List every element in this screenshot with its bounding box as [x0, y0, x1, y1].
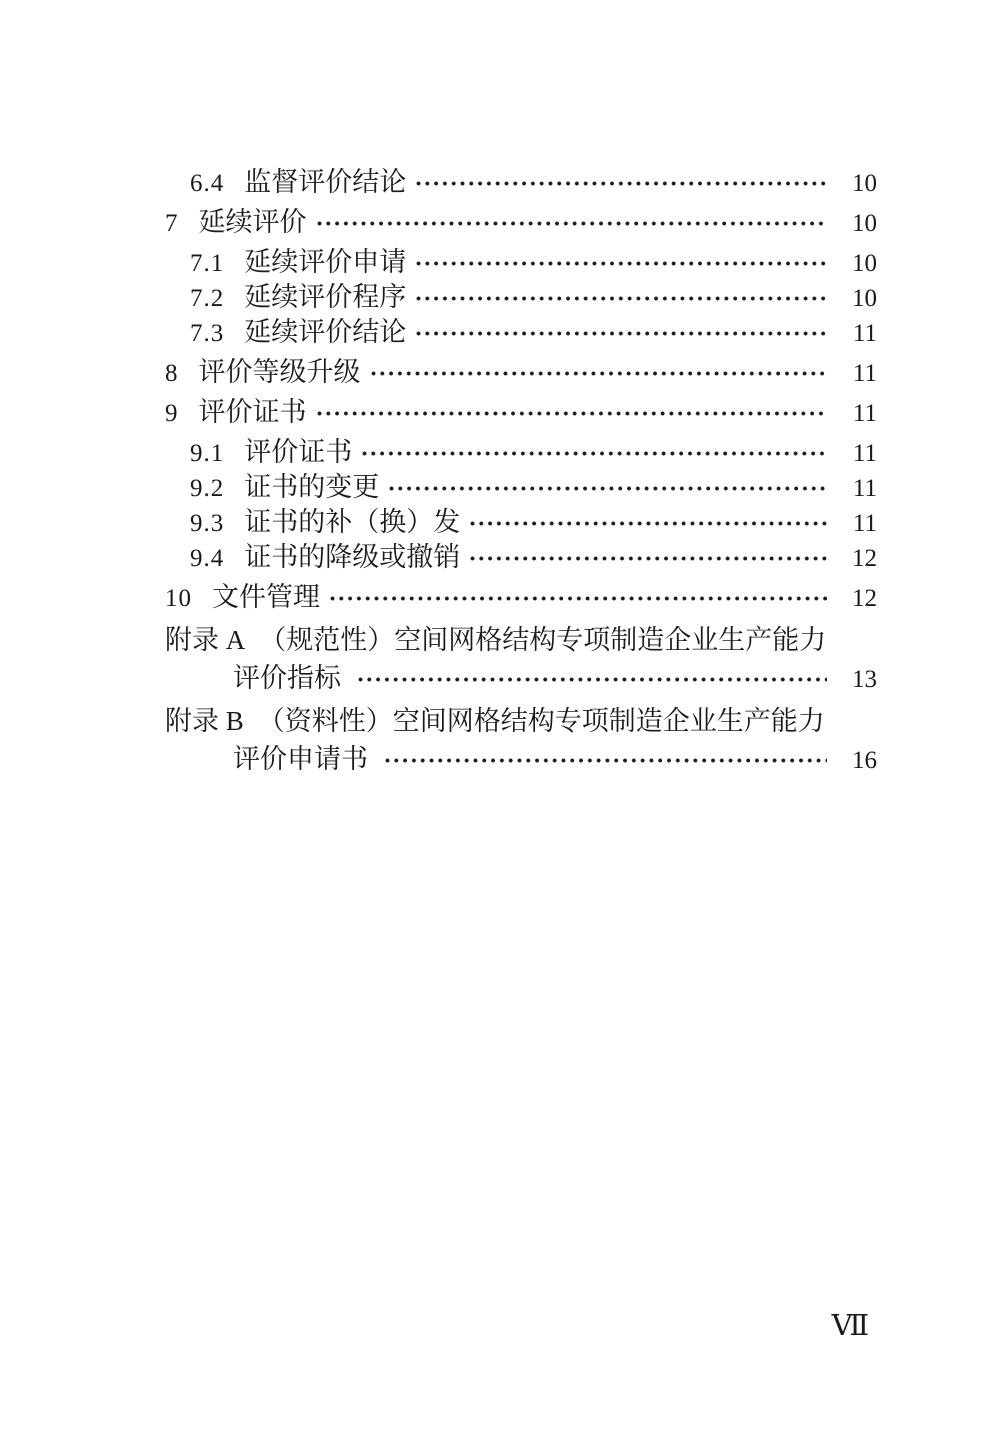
toc-entry-row — [165, 508, 877, 538]
entry-title-line2: 评价申请书 — [233, 744, 368, 774]
toc-entry — [165, 473, 877, 503]
toc-entry-row — [165, 707, 877, 735]
entry-title: 延续评价结论 — [244, 317, 407, 347]
entry-title-line2: 评价指标 — [233, 663, 341, 693]
entry-page: 11 — [852, 400, 877, 427]
entry-title: 文件管理 — [212, 582, 320, 612]
dot-leader — [384, 757, 827, 764]
dot-leader — [316, 410, 828, 417]
dot-leader — [361, 450, 827, 457]
entry-page: 10 — [852, 285, 877, 312]
entry-page: 11 — [852, 440, 877, 467]
entry-number: 附录 A — [165, 625, 246, 655]
entry-number: 7.3 — [190, 320, 225, 347]
toc-entry — [165, 208, 877, 238]
dot-leader — [370, 370, 828, 377]
toc-entry-row — [165, 318, 877, 348]
entry-number: 6.4 — [190, 170, 225, 197]
toc-entry-row — [165, 583, 877, 613]
entry-page: 11 — [852, 510, 877, 537]
entry-number: 9.3 — [190, 510, 225, 537]
footer-page-number: Ⅶ — [831, 1310, 869, 1342]
toc-entry-row — [165, 398, 877, 428]
entry-title: （资料性）空间网格结构专项制造企业生产能力 — [257, 706, 825, 736]
dot-leader — [469, 555, 827, 562]
entry-number: 10 — [165, 585, 192, 612]
entry-page: 12 — [852, 545, 877, 572]
toc-entry — [165, 707, 877, 775]
entry-number: 7.2 — [190, 285, 225, 312]
entry-number: 9.1 — [190, 440, 225, 467]
dot-leader — [316, 220, 828, 227]
entry-page: 16 — [852, 747, 877, 774]
entry-title: 证书的变更 — [244, 472, 380, 502]
toc-entry-row-continued — [165, 664, 877, 694]
entry-title: 延续评价程序 — [244, 282, 407, 312]
dot-leader — [415, 295, 827, 302]
table-of-contents — [165, 163, 877, 788]
entry-page: 11 — [852, 320, 877, 347]
entry-title: 延续评价申请 — [244, 247, 407, 277]
entry-number: 7.1 — [190, 250, 225, 277]
entry-title: 评价证书 — [198, 397, 307, 427]
toc-entry — [165, 168, 877, 198]
entry-page: 10 — [852, 210, 877, 237]
toc-entry — [165, 543, 877, 573]
entry-page: 10 — [852, 250, 877, 277]
toc-entry-row — [165, 473, 877, 503]
toc-entry — [165, 398, 877, 428]
page-footer — [832, 1311, 869, 1341]
dot-leader — [357, 676, 827, 683]
entry-page: 12 — [852, 585, 877, 612]
entry-page: 10 — [852, 170, 877, 197]
toc-entry-row — [165, 626, 877, 654]
dot-leader — [415, 260, 827, 267]
toc-entry-row — [165, 438, 877, 468]
toc-entry — [165, 318, 877, 348]
entry-number: 9.4 — [190, 545, 225, 572]
entry-page: 11 — [852, 475, 877, 502]
entry-page: 13 — [852, 666, 877, 693]
toc-entry — [165, 283, 877, 313]
toc-entry — [165, 626, 877, 694]
entry-title: 证书的降级或撤销 — [244, 542, 461, 572]
entry-number: 附录 B — [165, 706, 244, 736]
entry-number: 9.2 — [190, 475, 225, 502]
toc-entry — [165, 583, 877, 613]
toc-entry-row — [165, 248, 877, 278]
dot-leader — [415, 330, 827, 337]
entry-title: 评价证书 — [244, 437, 353, 467]
entry-number: 8 — [165, 360, 179, 387]
entry-title: （规范性）空间网格结构专项制造企业生产能力 — [259, 625, 827, 655]
entry-title: 延续评价 — [198, 207, 307, 237]
entry-page: 11 — [852, 360, 877, 387]
toc-entry — [165, 508, 877, 538]
toc-entry-row — [165, 543, 877, 573]
toc-entry — [165, 248, 877, 278]
entry-number: 9 — [165, 400, 179, 427]
dot-leader — [415, 180, 827, 187]
dot-leader — [329, 595, 827, 602]
toc-entry-row-continued — [165, 745, 877, 775]
dot-leader — [388, 485, 827, 492]
entry-number: 7 — [165, 210, 179, 237]
toc-entry-row — [165, 358, 877, 388]
toc-entry-row — [165, 208, 877, 238]
toc-entry-row — [165, 168, 877, 198]
toc-entry-row — [165, 283, 877, 313]
entry-title: 评价等级升级 — [198, 357, 361, 387]
dot-leader — [469, 520, 827, 527]
entry-title: 监督评价结论 — [244, 167, 407, 197]
toc-entry — [165, 438, 877, 468]
toc-entry — [165, 358, 877, 388]
entry-title: 证书的补（换）发 — [244, 507, 461, 537]
